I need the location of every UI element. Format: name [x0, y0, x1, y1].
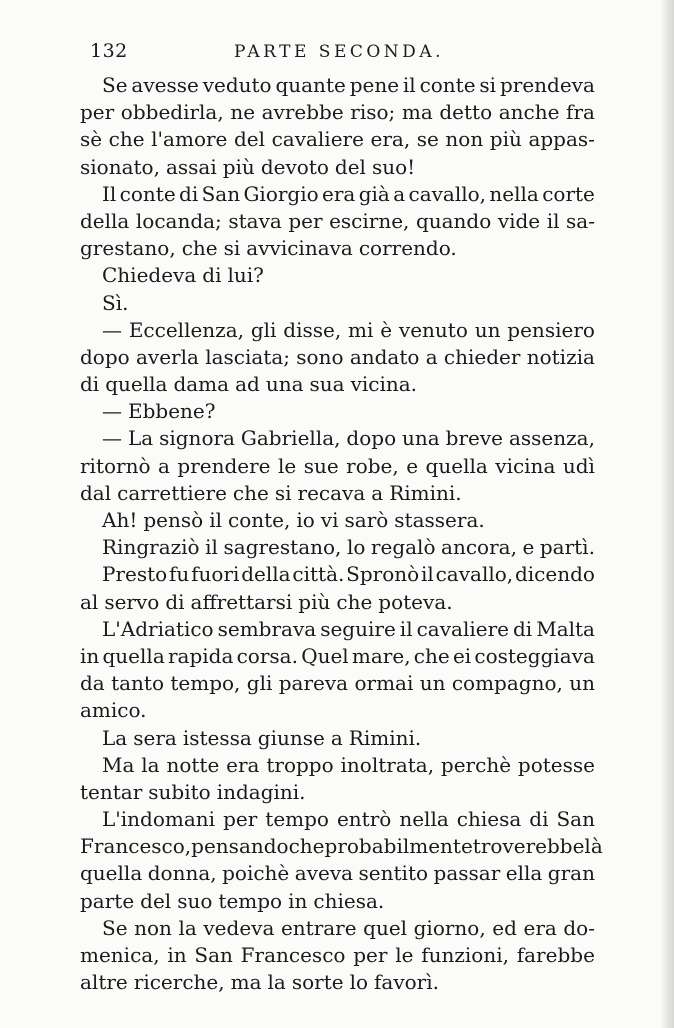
text-line: della locanda; stava per escirne, quando vide il sa- — [80, 208, 595, 233]
text-line: L'Adriatico sembrava seguire il cavaliere di Malta — [102, 616, 595, 641]
text-line: per obbedirla, ne avrebbe riso; ma detto anche fra — [80, 100, 595, 125]
text-line: amico. — [80, 698, 147, 723]
text-line: sionato, assai più devoto del suo! — [80, 154, 416, 179]
text-line: tentar subito indagini. — [80, 779, 306, 804]
text-line: ritornò a prendere le sue robe, e quella vicina udì — [80, 453, 595, 478]
text-line: La sera istessa giunse a Rimini. — [102, 725, 422, 750]
page-number: 132 — [90, 40, 128, 62]
text-line: parte del suo tempo in chiesa. — [80, 888, 385, 913]
body-text — [80, 72, 603, 996]
page-header — [84, 40, 604, 66]
text-line: da tanto tempo, gli pareva ormai un compagno, un — [80, 671, 595, 696]
text-line: Chiedeva di lui? — [102, 263, 264, 288]
text-line: grestano, che si avvicinava correndo. — [80, 236, 457, 261]
page-edge-shadow — [660, 0, 674, 1028]
text-line: L'indomani per tempo entrò nella chiesa di San — [102, 807, 595, 832]
text-line: Il conte di San Giorgio era già a cavallo, nella corte — [102, 181, 595, 206]
text-line: Ringraziò il sagrestano, lo regalò ancora, e partì. — [102, 535, 595, 560]
running-title: PARTE SECONDA. — [234, 42, 444, 62]
text-line: al servo di affrettarsi più che poteva. — [80, 589, 453, 614]
text-line: Sì. — [102, 290, 129, 315]
text-line: menica, in San Francesco per le funzioni, farebbe — [80, 943, 595, 967]
text-line: altre ricerche, ma la sorte lo favorì. — [80, 970, 439, 995]
text-line: Se non la vedeva entrare quel giorno, ed era do- — [102, 915, 595, 940]
text-line: Presto fu fuori della città. Spronò il cavallo, dicendo — [102, 562, 595, 587]
text-line: dal carrettiere che si recava a Rimini. — [80, 480, 462, 505]
text-line: Francesco, pensando che probabilmente troverebbe là — [80, 834, 603, 859]
text-line: Ah! pensò il conte, io vi sarò stassera. — [102, 508, 485, 532]
text-line: — Ebbene? — [102, 399, 216, 424]
text-line: dopo averla lasciata; sono andato a chieder notizia — [80, 344, 595, 369]
text-line: di quella dama ad una sua vicina. — [80, 372, 418, 397]
text-line: — La signora Gabriella, dopo una breve assenza, — [102, 426, 595, 451]
text-line: — Eccellenza, gli disse, mi è venuto un pensiero — [102, 317, 595, 342]
text-line: in quella rapida corsa. Quel mare, che ei costeggiava — [80, 643, 595, 668]
text-line: quella donna, poichè aveva sentito passar ella gran — [80, 861, 595, 886]
text-line: sè che l'amore del cavaliere era, se non più appas- — [80, 127, 595, 152]
text-line: Ma la notte era troppo inoltrata, perchè potesse — [102, 752, 595, 777]
text-line: Se avesse veduto quante pene il conte si prendeva — [102, 73, 595, 97]
